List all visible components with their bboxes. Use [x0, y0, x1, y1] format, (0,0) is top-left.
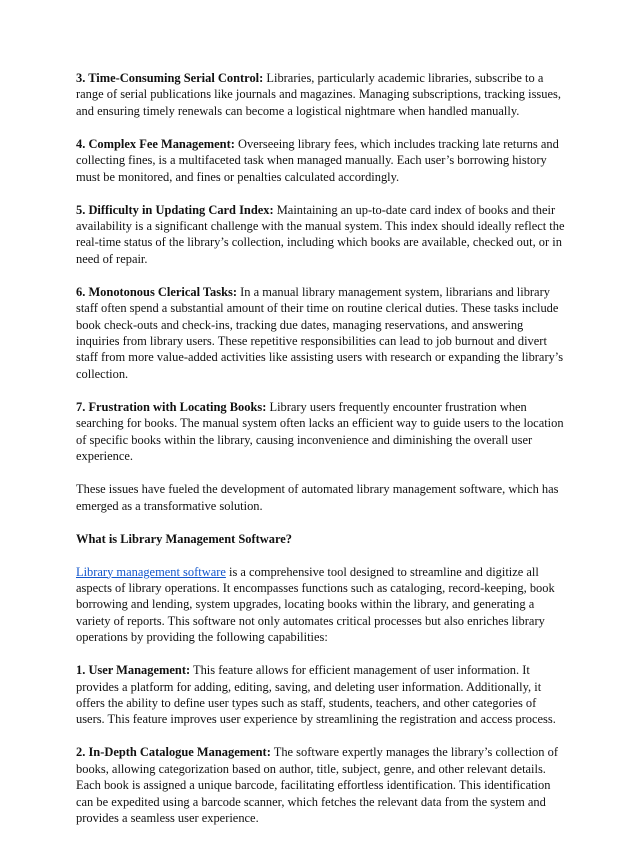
intro-body: is a comprehensive tool designed to streamline and digitize all aspects of library operations. It encompasses functions such as cataloging, record-keeping, book borrowing and lending, system upgrades, locating books within the library, and generating a variety of reports. This software not only automates critical processes but also enriches library operations by providing the following capabilities:: [76, 564, 555, 645]
problem-card-index-title: 5. Difficulty in Updating Card Index:: [76, 202, 274, 217]
capability-catalogue-management-body: The software expertly manages the library’s collection of books, allowing categorization based on author, title, subject, genre, and other relevant details. Each book is assigned a unique barcode, facilitating effortless identification. This identification can be expedited using a barcode scanner, which fetches the relevant data from the system and provides a seamless user experience.: [76, 745, 558, 825]
document-page: [76, 70, 568, 843]
problem-fee-management: [76, 136, 568, 185]
problem-locating-books: [76, 399, 568, 465]
problem-fee-management-title: 4. Complex Fee Management:: [76, 136, 235, 151]
capability-catalogue-management-title: 2. In-Depth Catalogue Management:: [76, 745, 271, 760]
problem-clerical-tasks: [76, 284, 568, 382]
intro-paragraph: [76, 564, 568, 646]
library-software-link[interactable]: Library management software: [76, 564, 226, 579]
capability-catalogue-management: [76, 744, 568, 826]
capability-user-management: [76, 662, 568, 728]
problem-serial-control-body: Libraries, particularly academic libraries, subscribe to a range of serial publications like journals and magazines. Managing subscriptions, tracking issues, and ensuring timely renewals can become a logistical nightmare when handled manually.: [76, 71, 561, 118]
problem-serial-control: [76, 70, 568, 119]
problem-locating-books-title: 7. Frustration with Locating Books:: [76, 399, 267, 414]
problem-locating-books-body: Library users frequently encounter frustration when searching for books. The manual system often lacks an efficient way to guide users to the location of specific books within the library, causing inconvenience and diminishing the overall user experience.: [76, 399, 564, 464]
problem-fee-management-body: Overseeing library fees, which includes tracking late returns and collecting fines, is a multifaceted task when managed manually. Each user’s borrowing history must be monitored, and fines or penalties calculated accordingly.: [76, 136, 559, 184]
problem-card-index-body: Maintaining an up-to-date card index of books and their availability is a significant challenge with the manual system. This index should ideally reflect the real-time status of the library’s collection, including which books are available, checked out, or in need of repair.: [76, 202, 565, 266]
section-heading: What is Library Management Software?: [76, 531, 293, 546]
capability-user-management-title: 1. User Management:: [76, 663, 191, 678]
problem-serial-control-title: 3. Time-Consuming Serial Control:: [76, 71, 264, 85]
transition-paragraph: These issues have fueled the development of automated library management software, which has emerged as a transformative solution.: [76, 482, 559, 513]
capability-user-management-body: This feature allows for efficient management of user information. It provides a platform for adding, editing, saving, and deleting user information. Additionally, it offers the ability to define user types such as staff, students, teachers, and other categories of users. This feature improves user experience by streamlining the registration and access process.: [76, 663, 556, 727]
problem-clerical-tasks-body: In a manual library management system, librarians and library staff often spend a substantial amount of their time on routine clerical duties. These tasks include book check-outs and check-ins, tracking due dates, managing reservations, and answering inquiries from library users. These repetitive responsibilities can lead to job burnout and divert staff from more value-added activities like assisting users with research or expanding the library’s collection.: [76, 284, 564, 381]
problem-card-index: [76, 202, 568, 268]
problem-clerical-tasks-title: 6. Monotonous Clerical Tasks:: [76, 284, 238, 299]
